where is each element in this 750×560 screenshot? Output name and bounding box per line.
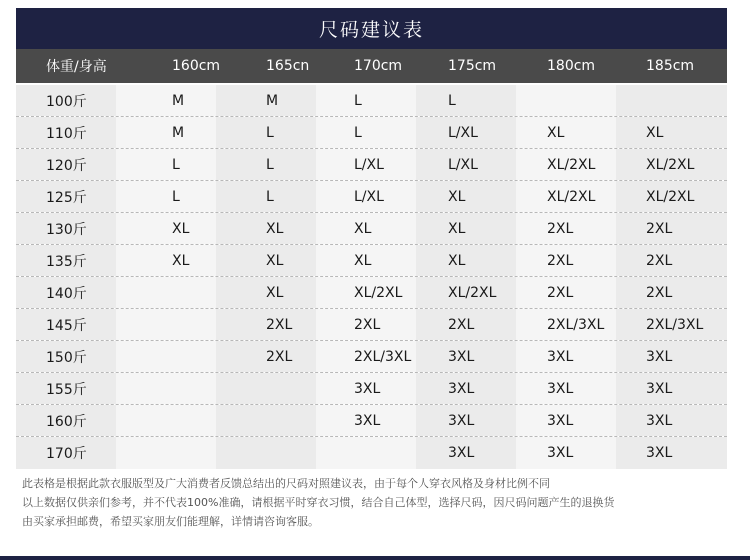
weight-cell: 135斤: [16, 245, 116, 276]
table-row: [16, 373, 727, 405]
size-cell: [116, 309, 216, 340]
size-cell: [116, 341, 216, 372]
size-cell: XL: [116, 213, 216, 244]
size-cell: XL: [216, 213, 316, 244]
size-cell: XL: [316, 245, 416, 276]
size-cell: [116, 277, 216, 308]
table-title-text: 尺码建议表: [318, 19, 424, 41]
size-cell: L: [216, 149, 316, 180]
size-cell: 2XL/3XL: [316, 341, 416, 372]
header-180cm: 180cm: [547, 58, 596, 74]
size-cell: XL: [316, 213, 416, 244]
size-cell: 3XL: [316, 373, 416, 404]
table-row: [16, 213, 727, 245]
header-165cm: 165cn: [266, 58, 310, 74]
size-cell: M: [116, 85, 216, 116]
size-cell: XL/2XL: [616, 149, 727, 180]
size-cell: L/XL: [316, 149, 416, 180]
weight-cell: 155斤: [16, 373, 116, 404]
size-cell: XL/2XL: [616, 181, 727, 212]
weight-cell: 140斤: [16, 277, 116, 308]
size-cell: L: [316, 117, 416, 148]
table-row: [16, 245, 727, 277]
note-line: 由买家承担邮费，希望买家朋友们能理解，详情请咨询客服。: [22, 515, 319, 528]
header-weight-height: 体重/身高: [46, 59, 107, 75]
size-cell: XL/2XL: [516, 181, 616, 212]
size-cell: 3XL: [416, 437, 516, 469]
size-cell: L: [416, 85, 516, 116]
size-cell: 2XL/3XL: [516, 309, 616, 340]
table-row: [16, 149, 727, 181]
size-cell: L: [216, 181, 316, 212]
bottom-divider: [0, 556, 750, 560]
table-row: [16, 437, 727, 469]
size-cell: XL: [516, 117, 616, 148]
size-cell: [216, 405, 316, 436]
size-cell: L: [116, 181, 216, 212]
table-row: [16, 181, 727, 213]
size-cell: L/XL: [416, 117, 516, 148]
size-cell: 2XL: [616, 277, 727, 308]
notes: [22, 474, 732, 531]
size-cell: 3XL: [416, 405, 516, 436]
size-cell: 3XL: [516, 405, 616, 436]
size-cell: XL/2XL: [416, 277, 516, 308]
size-cell: 3XL: [516, 373, 616, 404]
weight-cell: 160斤: [16, 405, 116, 436]
size-cell: XL: [216, 245, 316, 276]
size-cell: 2XL: [216, 309, 316, 340]
header-160cm: 160cm: [172, 58, 221, 74]
weight-cell: 125斤: [16, 181, 116, 212]
size-cell: 2XL/3XL: [616, 309, 727, 340]
size-table-body: [16, 85, 727, 469]
size-cell: M: [216, 85, 316, 116]
size-cell: L/XL: [316, 181, 416, 212]
note-line: 此表格是根据此款衣服版型及广大消费者反馈总结出的尺码对照建议表，由于每个人穿衣风格及身材比例不同: [22, 477, 550, 490]
weight-cell: 170斤: [16, 437, 116, 469]
size-cell: 2XL: [516, 277, 616, 308]
weight-cell: 145斤: [16, 309, 116, 340]
size-cell: [116, 405, 216, 436]
size-cell: 2XL: [616, 245, 727, 276]
size-cell: XL: [616, 117, 727, 148]
size-cell: 3XL: [616, 437, 727, 469]
size-cell: 3XL: [616, 341, 727, 372]
size-cell: [616, 85, 727, 116]
header-row: [16, 49, 727, 83]
header-185cm: 185cm: [646, 58, 695, 74]
size-cell: L/XL: [416, 149, 516, 180]
size-cell: 3XL: [516, 341, 616, 372]
table-row: [16, 341, 727, 373]
size-cell: 2XL: [516, 213, 616, 244]
size-cell: L: [216, 117, 316, 148]
size-cell: XL: [216, 277, 316, 308]
table-row: [16, 405, 727, 437]
size-cell: XL: [416, 181, 516, 212]
size-cell: XL/2XL: [516, 149, 616, 180]
size-cell: 3XL: [316, 405, 416, 436]
note-line: 以上数据仅供亲们参考，并不代表100%准确，请根据平时穿衣习惯，结合自己体型，选择尺码，因尺码问题产生的退换货: [22, 496, 615, 509]
size-cell: XL: [416, 213, 516, 244]
table-row: [16, 85, 727, 117]
size-cell: 3XL: [616, 405, 727, 436]
size-cell: 3XL: [416, 341, 516, 372]
size-cell: 2XL: [216, 341, 316, 372]
size-cell: M: [116, 117, 216, 148]
weight-cell: 100斤: [16, 85, 116, 116]
table-row: [16, 277, 727, 309]
size-cell: [116, 437, 216, 469]
table-title: [16, 8, 727, 49]
size-cell: [116, 373, 216, 404]
size-cell: 2XL: [616, 213, 727, 244]
size-cell: [216, 437, 316, 469]
weight-cell: 130斤: [16, 213, 116, 244]
size-cell: 2XL: [416, 309, 516, 340]
weight-cell: 120斤: [16, 149, 116, 180]
table-row: [16, 117, 727, 149]
weight-cell: 110斤: [16, 117, 116, 148]
header-170cm: 170cm: [354, 58, 403, 74]
table-row: [16, 309, 727, 341]
size-cell: [516, 85, 616, 116]
size-cell: 3XL: [416, 373, 516, 404]
size-cell: 3XL: [616, 373, 727, 404]
size-cell: [316, 437, 416, 469]
size-cell: XL/2XL: [316, 277, 416, 308]
size-cell: L: [116, 149, 216, 180]
size-cell: 3XL: [516, 437, 616, 469]
header-175cm: 175cm: [448, 58, 497, 74]
size-cell: 2XL: [516, 245, 616, 276]
size-cell: XL: [116, 245, 216, 276]
weight-cell: 150斤: [16, 341, 116, 372]
size-cell: L: [316, 85, 416, 116]
size-cell: 2XL: [316, 309, 416, 340]
size-cell: [216, 373, 316, 404]
size-cell: XL: [416, 245, 516, 276]
